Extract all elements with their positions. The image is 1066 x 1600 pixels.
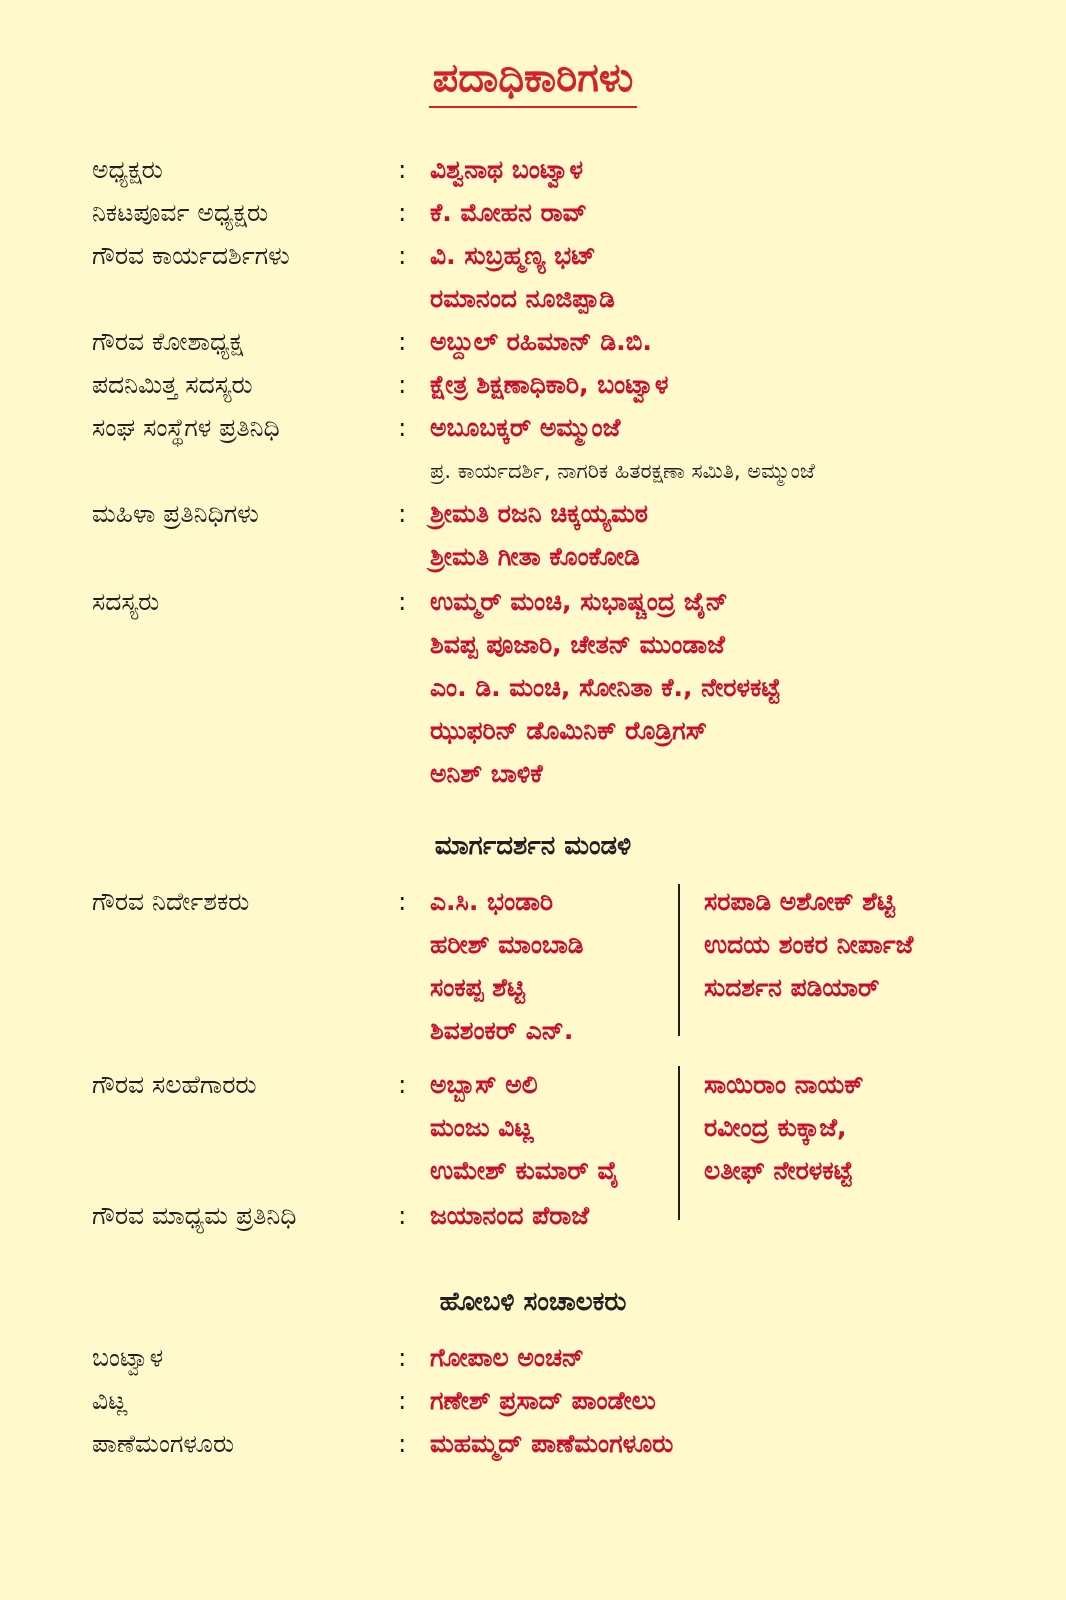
- treasurer-label: ಗೌರವ ಕೋಶಾಧ್ಯಕ್ಷ: [92, 327, 244, 356]
- colon: :: [398, 198, 407, 227]
- colon: :: [398, 241, 407, 270]
- member-line: ಶಿವಪ್ಪ ಪೂಜಾರಿ, ಚೇತನ್ ಮುಂಡಾಜೆ: [430, 630, 725, 659]
- org-rep-row: [0, 406, 1066, 450]
- media-row: [0, 1194, 1066, 1238]
- secretaries-row: [0, 234, 1066, 278]
- colon: :: [398, 155, 407, 184]
- advisors-row-2: [0, 1106, 1066, 1150]
- org-rep-name: ಅಬೂಬಕ್ಕರ್ ಅಮ್ಮುಂಜೆ: [430, 413, 621, 442]
- women-rep-row: [0, 492, 1066, 536]
- director-name: ಸರಪಾಡಿ ಅಶೋಕ್ ಶೆಟ್ಟಿ: [704, 887, 896, 916]
- hobli-row: [0, 1422, 1066, 1466]
- secretaries-label: ಗೌರವ ಕಾರ್ಯದರ್ಶಿಗಳು: [92, 241, 290, 270]
- women-rep-name: ಶ್ರೀಮತಿ ರಜನಿ ಚಿಕ್ಕಯ್ಯಮಠ: [430, 499, 649, 528]
- directors-row-4: [0, 1009, 1066, 1053]
- president-label: ಅಧ್ಯಕ್ಷರು: [92, 155, 163, 184]
- hobli-convener: ಗೋಪಾಲ ಅಂಚನ್: [430, 1343, 585, 1372]
- member-line: ಎಂ. ಡಿ. ಮಂಚಿ, ಸೋನಿತಾ ಕೆ., ನೇರಳಕಟ್ಟೆ: [430, 673, 781, 702]
- colon: :: [398, 499, 407, 528]
- treasurer-row: [0, 320, 1066, 364]
- colon: :: [398, 1343, 407, 1372]
- past-president-label: ನಿಕಟಪೂರ್ವ ಅಧ್ಯಕ್ಷರು: [92, 198, 269, 227]
- advisor-name: ಸಾಯಿರಾಂ ನಾಯಕ್: [704, 1070, 864, 1099]
- hobli-label: ಬಂಟ್ವಾಳ: [92, 1343, 164, 1372]
- advisor-name: ರವೀಂದ್ರ ಕುಕ್ಕಾಜೆ,: [704, 1113, 847, 1142]
- women-rep-label: ಮಹಿಳಾ ಪ್ರತಿನಿಧಿಗಳು: [92, 499, 259, 528]
- colon: :: [398, 1070, 407, 1099]
- media-name: ಜಯಾನಂದ ಪೆರಾಜೆ: [430, 1201, 590, 1230]
- advisors-label: ಗೌರವ ಸಲಹೆಗಾರರು: [92, 1070, 257, 1099]
- director-name: ಸುದರ್ಶನ ಪಡಿಯಾರ್: [704, 973, 880, 1002]
- members-row-4: [0, 709, 1066, 753]
- advisors-row-3: [0, 1149, 1066, 1193]
- advisor-name: ಉಮೇಶ್ ಕುಮಾರ್ ವೈ: [430, 1156, 619, 1185]
- member-line: ಅನಿಶ್ ಬಾಳಿಕೆ: [430, 759, 543, 788]
- director-name: ಶಿವಶಂಕರ್ ಎನ್.: [430, 1016, 574, 1045]
- colon: :: [398, 327, 407, 356]
- secretary-name: ರಮಾನಂದ ನೂಜಿಪ್ಪಾಡಿ: [430, 284, 615, 313]
- women-rep-name: ಶ್ರೀಮತಿ ಗೀತಾ ಕೊಂಕೋಡಿ: [430, 542, 640, 571]
- colon: :: [398, 587, 407, 616]
- ex-officio-row: [0, 363, 1066, 407]
- org-rep-note: ಪ್ರ. ಕಾರ್ಯದರ್ಶಿ, ನಾಗರಿಕ ಹಿತರಕ್ಷಣಾ ಸಮಿತಿ, ಅಮ್ಮುಂಜೆ: [430, 459, 815, 483]
- members-row: [0, 580, 1066, 624]
- members-label: ಸದಸ್ಯರು: [92, 587, 160, 616]
- secretaries-row-2: [0, 277, 1066, 321]
- media-label: ಗೌರವ ಮಾಧ್ಯಮ ಪ್ರತಿನಿಧಿ: [92, 1201, 297, 1230]
- advisor-name: ಲತೀಫ್ ನೇರಳಕಟ್ಟೆ: [704, 1156, 853, 1185]
- colon: :: [398, 413, 407, 442]
- members-row-2: [0, 623, 1066, 667]
- advisors-row: [0, 1063, 1066, 1107]
- colon: :: [398, 370, 407, 399]
- members-row-5: [0, 752, 1066, 796]
- hobli-label: ವಿಟ್ಲ: [92, 1386, 128, 1415]
- org-rep-note-row: [0, 449, 1066, 493]
- ex-officio-label: ಪದನಿಮಿತ್ತ ಸದಸ್ಯರು: [92, 370, 253, 399]
- member-line: ಝುಫರಿನ್ ಡೊಮಿನಿಕ್ ರೊಡ್ರಿಗಸ್: [430, 716, 708, 745]
- member-line: ಉಮ್ಮರ್ ಮಂಚಿ, ಸುಭಾಷ್ಚಂದ್ರ ಜೈನ್: [430, 587, 728, 616]
- hobli-heading: ಹೋಬಳಿ ಸಂಚಾಲಕರು: [439, 1287, 627, 1317]
- director-name: ಸಂಕಪ್ಪ ಶೆಟ್ಟಿ: [430, 973, 526, 1002]
- director-name: ಹರೀಶ್ ಮಾಂಬಾಡಿ: [430, 930, 584, 959]
- president-row: [0, 148, 1066, 192]
- advisor-name: ಅಬ್ಬಾಸ್ ಅಲಿ: [430, 1070, 538, 1099]
- colon: :: [398, 1201, 407, 1230]
- directors-row: [0, 880, 1066, 924]
- past-president-name: ಕೆ. ಮೋಹನ ರಾವ್: [430, 198, 587, 227]
- director-name: ಉದಯ ಶಂಕರ ನೀರ್ಪಾಜೆ: [704, 930, 914, 959]
- org-rep-label: ಸಂಘ ಸಂಸ್ಥೆಗಳ ಪ್ರತಿನಿಧಿ: [92, 413, 280, 442]
- hobli-label: ಪಾಣೆಮಂಗಳೂರು: [92, 1429, 235, 1458]
- advisor-name: ಮಂಜು ವಿಟ್ಲ: [430, 1113, 534, 1142]
- director-name: ಎ.ಸಿ. ಭಂಡಾರಿ: [430, 887, 554, 916]
- hobli-convener: ಗಣೇಶ್ ಪ್ರಸಾದ್ ಪಾಂಡೇಲು: [430, 1386, 656, 1415]
- directors-label: ಗೌರವ ನಿರ್ದೇಶಕರು: [92, 887, 250, 916]
- past-president-row: [0, 191, 1066, 235]
- president-name: ವಿಶ್ವನಾಥ ಬಂಟ್ವಾಳ: [430, 155, 584, 184]
- members-row-3: [0, 666, 1066, 710]
- colon: :: [398, 887, 407, 916]
- colon: :: [398, 1429, 407, 1458]
- guidance-heading: ಮಾರ್ಗದರ್ಶನ ಮಂಡಳಿ: [434, 831, 632, 861]
- hobli-row: [0, 1379, 1066, 1423]
- hobli-convener: ಮಹಮ್ಮದ್ ಪಾಣೆಮಂಗಳೂರು: [430, 1429, 674, 1458]
- colon: :: [398, 1386, 407, 1415]
- ex-officio-name: ಕ್ಷೇತ್ರ ಶಿಕ್ಷಣಾಧಿಕಾರಿ, ಬಂಟ್ವಾಳ: [430, 370, 669, 399]
- secretary-name: ವಿ. ಸುಬ್ರಹ್ಮಣ್ಯ ಭಟ್: [430, 241, 596, 270]
- women-rep-row-2: [0, 535, 1066, 579]
- treasurer-name: ಅಬ್ದುಲ್ ರಹಿಮಾನ್ ಡಿ.ಬಿ.: [430, 327, 652, 356]
- directors-row-3: [0, 966, 1066, 1010]
- page-title: ಪದಾಧಿಕಾರಿಗಳು: [429, 56, 638, 108]
- directors-row-2: [0, 923, 1066, 967]
- page-title-wrap: [0, 56, 1066, 108]
- hobli-row: [0, 1336, 1066, 1380]
